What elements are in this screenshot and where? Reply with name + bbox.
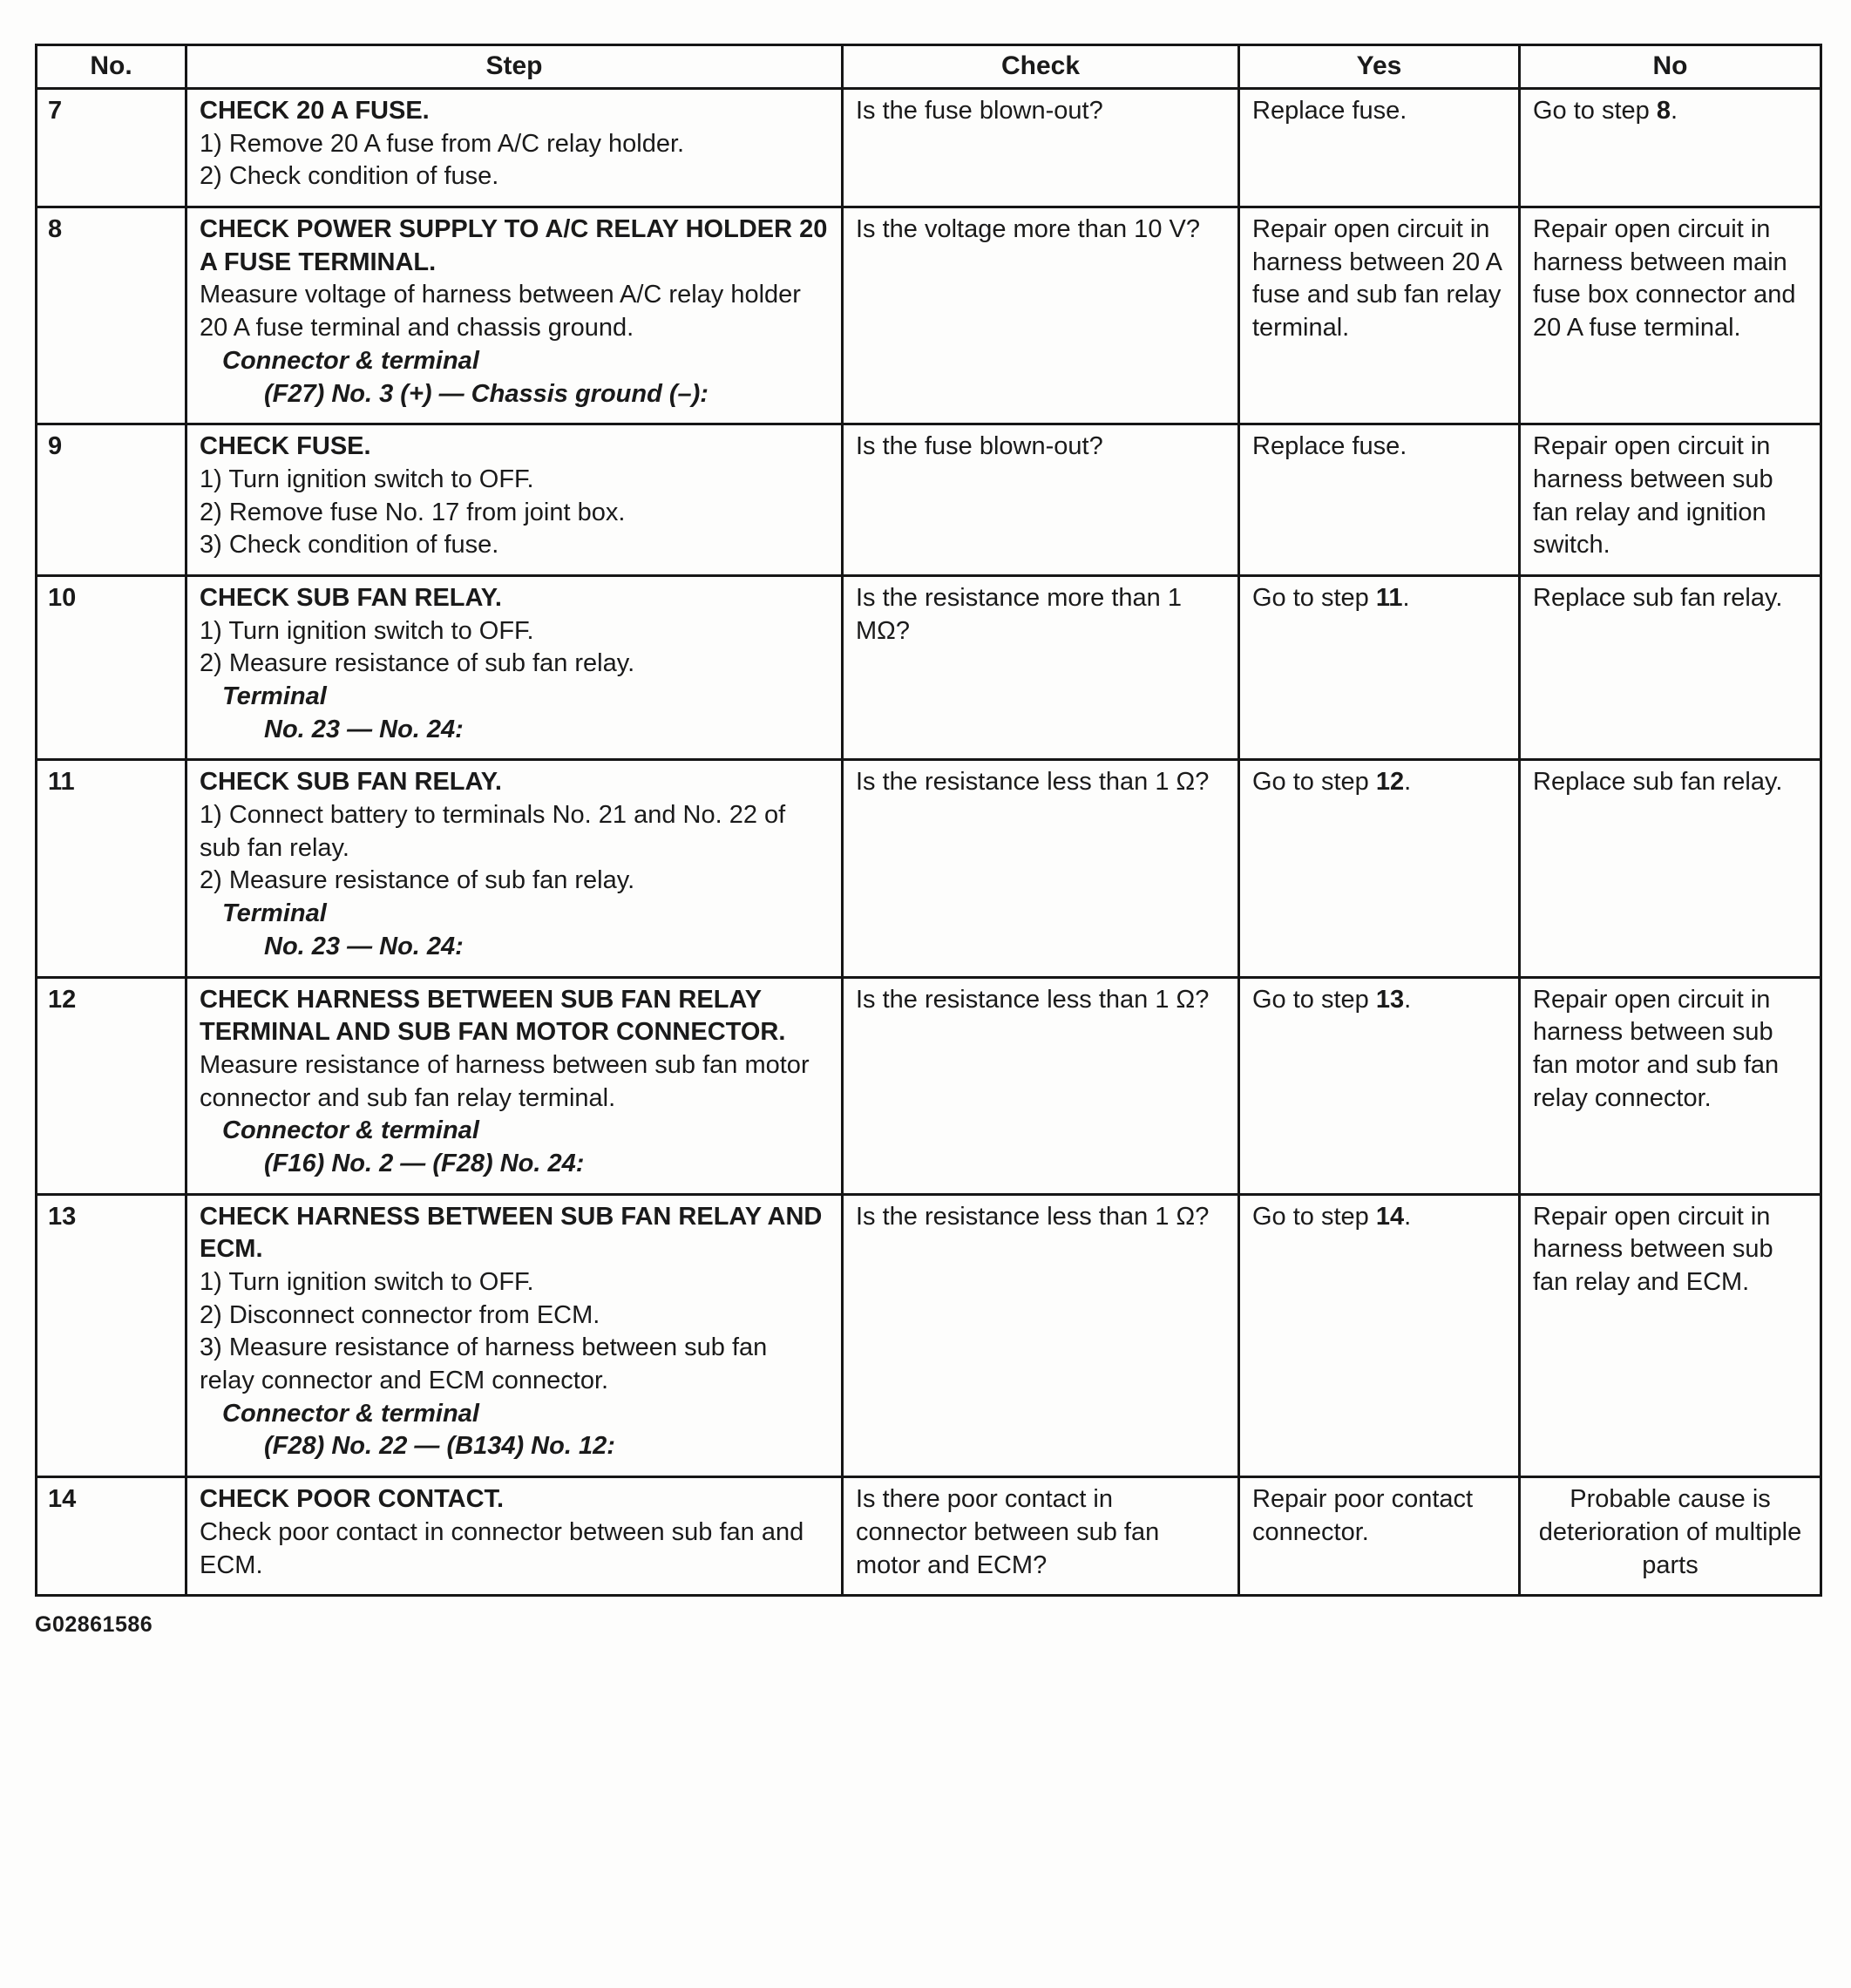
yes-cell: Repair open circuit in harness between 20 A fuse and sub fan relay terminal. [1239, 207, 1520, 424]
step-line: Measure resistance of harness between sub fan motor connector and sub fan relay terminal. [200, 1050, 810, 1112]
no-cell: Go to step 8. [1520, 89, 1821, 207]
step-number-cell: 10 [37, 575, 186, 759]
no-cell: Probable cause is deterioration of multiple parts [1520, 1477, 1821, 1596]
diagnostic-table [35, 44, 1822, 1597]
step-title: CHECK POOR CONTACT. [200, 1485, 505, 1514]
step-title: CHECK HARNESS BETWEEN SUB FAN RELAY AND ECM. [200, 1202, 823, 1264]
check-cell: Is the fuse blown-out? [843, 424, 1239, 576]
yes-cell: Replace fuse. [1239, 89, 1520, 207]
step-line: (F28) No. 22 — (B134) No. 12: [264, 1432, 615, 1461]
step-line: (F27) No. 3 (+) — Chassis ground (–): [264, 379, 709, 408]
step-title: CHECK POWER SUPPLY TO A/C RELAY HOLDER 20 A FUSE TERMINAL. [200, 215, 828, 276]
yes-cell: Go to step 12. [1239, 760, 1520, 977]
table-row [37, 760, 1821, 977]
step-line: (F16) No. 2 — (F28) No. 24: [264, 1149, 585, 1177]
table-row [37, 575, 1821, 759]
step-number-cell: 9 [37, 424, 186, 576]
step-number-cell: 14 [37, 1477, 186, 1596]
table-row [37, 1477, 1821, 1596]
step-cell [186, 424, 843, 576]
step-title: CHECK HARNESS BETWEEN SUB FAN RELAY TERMINAL AND SUB FAN MOTOR CONNECTOR. [200, 985, 786, 1047]
step-cell [186, 89, 843, 207]
yes-cell: Go to step 13. [1239, 977, 1520, 1194]
step-line: 1) Connect battery to terminals No. 21 and No. 22 of sub fan relay. [200, 801, 786, 862]
step-line: 2) Disconnect connector from ECM. [200, 1300, 600, 1329]
table-row [37, 89, 1821, 207]
step-line: 3) Check condition of fuse. [200, 531, 499, 560]
no-cell: Repair open circuit in harness between main fuse box connector and 20 A fuse terminal. [1520, 207, 1821, 424]
step-cell [186, 1194, 843, 1477]
step-title: CHECK 20 A FUSE. [200, 97, 430, 125]
no-cell: Repair open circuit in harness between sub fan motor and sub fan relay connector. [1520, 977, 1821, 1194]
col-header-no-result: No [1520, 45, 1821, 89]
step-number-cell: 11 [37, 760, 186, 977]
table-row [37, 977, 1821, 1194]
yes-cell: Replace fuse. [1239, 424, 1520, 576]
no-cell: Repair open circuit in harness between sub fan relay and ECM. [1520, 1194, 1821, 1477]
step-line: No. 23 — No. 24: [264, 932, 464, 960]
step-line: Connector & terminal [222, 346, 479, 375]
step-line: 2) Remove fuse No. 17 from joint box. [200, 498, 626, 526]
no-cell: Replace sub fan relay. [1520, 575, 1821, 759]
step-number-cell: 12 [37, 977, 186, 1194]
step-cell [186, 1477, 843, 1596]
no-cell: Repair open circuit in harness between sub fan relay and ignition switch. [1520, 424, 1821, 576]
step-title: CHECK SUB FAN RELAY. [200, 583, 502, 612]
step-title: CHECK SUB FAN RELAY. [200, 768, 502, 797]
table-body [37, 89, 1821, 1596]
step-title: CHECK FUSE. [200, 432, 371, 461]
col-header-check: Check [843, 45, 1239, 89]
check-cell: Is the resistance more than 1 MΩ? [843, 575, 1239, 759]
step-line: 1) Remove 20 A fuse from A/C relay holder. [200, 129, 685, 158]
yes-cell: Go to step 14. [1239, 1194, 1520, 1477]
check-cell: Is there poor contact in connector between sub fan motor and ECM? [843, 1477, 1239, 1596]
header-row [37, 45, 1821, 89]
no-cell: Replace sub fan relay. [1520, 760, 1821, 977]
step-cell [186, 760, 843, 977]
check-cell: Is the fuse blown-out? [843, 89, 1239, 207]
step-line: 1) Turn ignition switch to OFF. [200, 616, 534, 645]
step-number-cell: 7 [37, 89, 186, 207]
step-line: 2) Check condition of fuse. [200, 162, 499, 191]
step-line: Terminal [222, 682, 327, 710]
check-cell: Is the resistance less than 1 Ω? [843, 977, 1239, 1194]
check-cell: Is the resistance less than 1 Ω? [843, 760, 1239, 977]
step-line: Terminal [222, 899, 327, 928]
step-cell [186, 207, 843, 424]
yes-cell: Go to step 11. [1239, 575, 1520, 759]
table-row [37, 1194, 1821, 1477]
col-header-yes: Yes [1239, 45, 1520, 89]
figure-code: G02861586 [35, 1612, 153, 1638]
step-line: 1) Turn ignition switch to OFF. [200, 465, 534, 493]
step-line: Connector & terminal [222, 1399, 479, 1428]
check-cell: Is the voltage more than 10 V? [843, 207, 1239, 424]
step-line: 2) Measure resistance of sub fan relay. [200, 866, 635, 895]
col-header-step: Step [186, 45, 843, 89]
check-cell: Is the resistance less than 1 Ω? [843, 1194, 1239, 1477]
table-row [37, 424, 1821, 576]
step-line: 1) Turn ignition switch to OFF. [200, 1268, 534, 1296]
step-cell [186, 575, 843, 759]
yes-cell: Repair poor contact connector. [1239, 1477, 1520, 1596]
step-number-cell: 8 [37, 207, 186, 424]
step-cell [186, 977, 843, 1194]
step-line: Measure voltage of harness between A/C relay holder 20 A fuse terminal and chassis ground. [200, 281, 801, 343]
table-row [37, 207, 1821, 424]
step-number-cell: 13 [37, 1194, 186, 1477]
step-line: Check poor contact in connector between sub fan and ECM. [200, 1517, 804, 1579]
step-line: No. 23 — No. 24: [264, 715, 464, 743]
step-line: Connector & terminal [222, 1116, 479, 1145]
step-line: 3) Measure resistance of harness between sub fan relay connector and ECM connector. [200, 1333, 768, 1395]
col-header-no: No. [37, 45, 186, 89]
step-line: 2) Measure resistance of sub fan relay. [200, 649, 635, 678]
